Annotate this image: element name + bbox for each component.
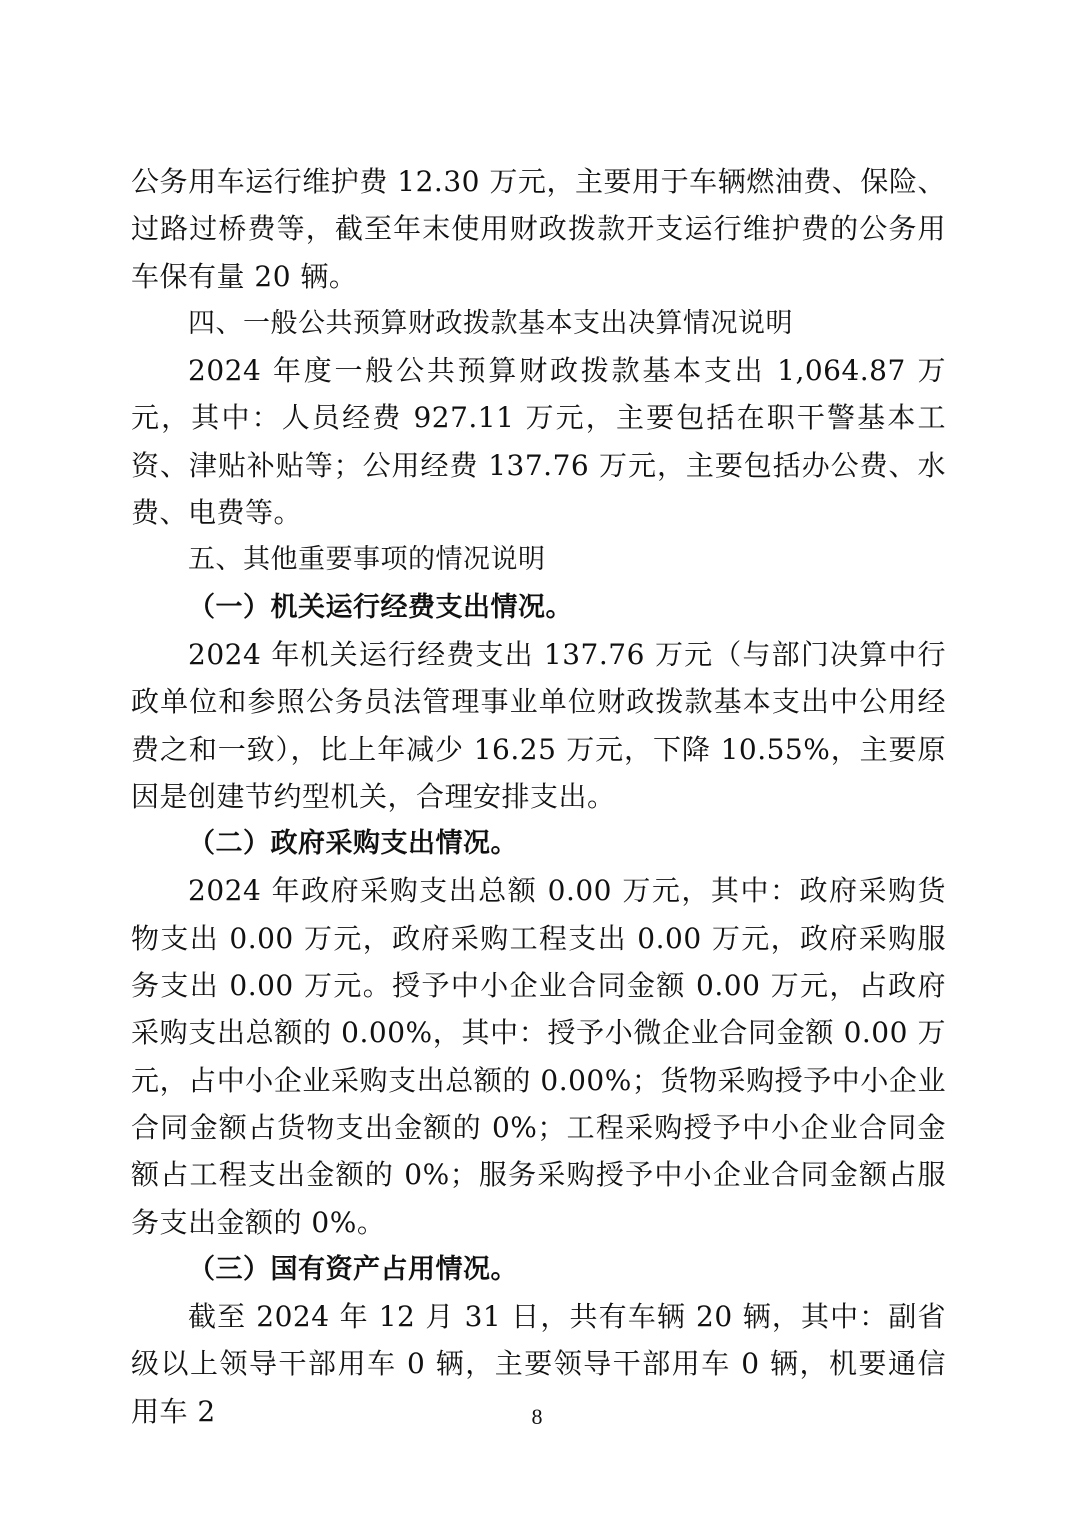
paragraph-state-assets: 截至 2024 年 12 月 31 日，共有车辆 20 辆，其中：副省级以上领导干部用车 0 辆，主要领导干部用车 0 辆，机要通信用车 2 — [131, 1300, 946, 1428]
paragraph-vehicle-maintenance: 公务用车运行维护费 12.30 万元，主要用于车辆燃油费、保险、过路过桥费等，截至年末使用财政拨款开支运行维护费的公务用车保有量 20 辆。 — [131, 165, 946, 293]
paragraph-government-procurement: 2024 年政府采购支出总额 0.00 万元，其中：政府采购货物支出 0.00 万元，政府采购工程支出 0.00 万元，政府采购服务支出 0.00 万元。授予中小企业合同金额 0.00 万元，占政府采购支出总额的 0.00%，其中：授予小微企业合同金额 0.00 万元，占中小企业采购支出总额的 0.00%；货物采购授予中小企业合同金额占货物支出金额的 0%；工程采购授予中小企业合同金额占工程支出金额的 0%；服务采购授予中小企业合同金额占服务支出金额的 0%。 — [131, 874, 946, 1239]
paragraph-basic-expenditure: 2024 年度一般公共预算财政拨款基本支出 1,064.87 万元，其中：人员经费 927.11 万元，主要包括在职干警基本工资、津贴补贴等；公用经费 137.76 万元，主要包括办公费、水费、电费等。 — [131, 354, 946, 530]
page-number: 8 — [531, 1404, 543, 1429]
subheading-operating-expenses: （一）机关运行经费支出情况。 — [188, 591, 573, 623]
subheading-state-assets: （三）国有资产占用情况。 — [188, 1253, 518, 1285]
heading-section-5: 五、其他重要事项的情况说明 — [188, 544, 546, 576]
paragraph-operating-expenses: 2024 年机关运行经费支出 137.76 万元（与部门决算中行政单位和参照公务员法管理事业单位财政拨款基本支出中公用经费之和一致），比上年减少 16.25 万元，下降 10.55%，主要原因是创建节约型机关，合理安排支出。 — [131, 637, 946, 813]
subheading-government-procurement: （二）政府采购支出情况。 — [188, 828, 518, 860]
heading-section-4: 四、一般公共预算财政拨款基本支出决算情况说明 — [188, 307, 793, 339]
page-content — [131, 158, 946, 1435]
